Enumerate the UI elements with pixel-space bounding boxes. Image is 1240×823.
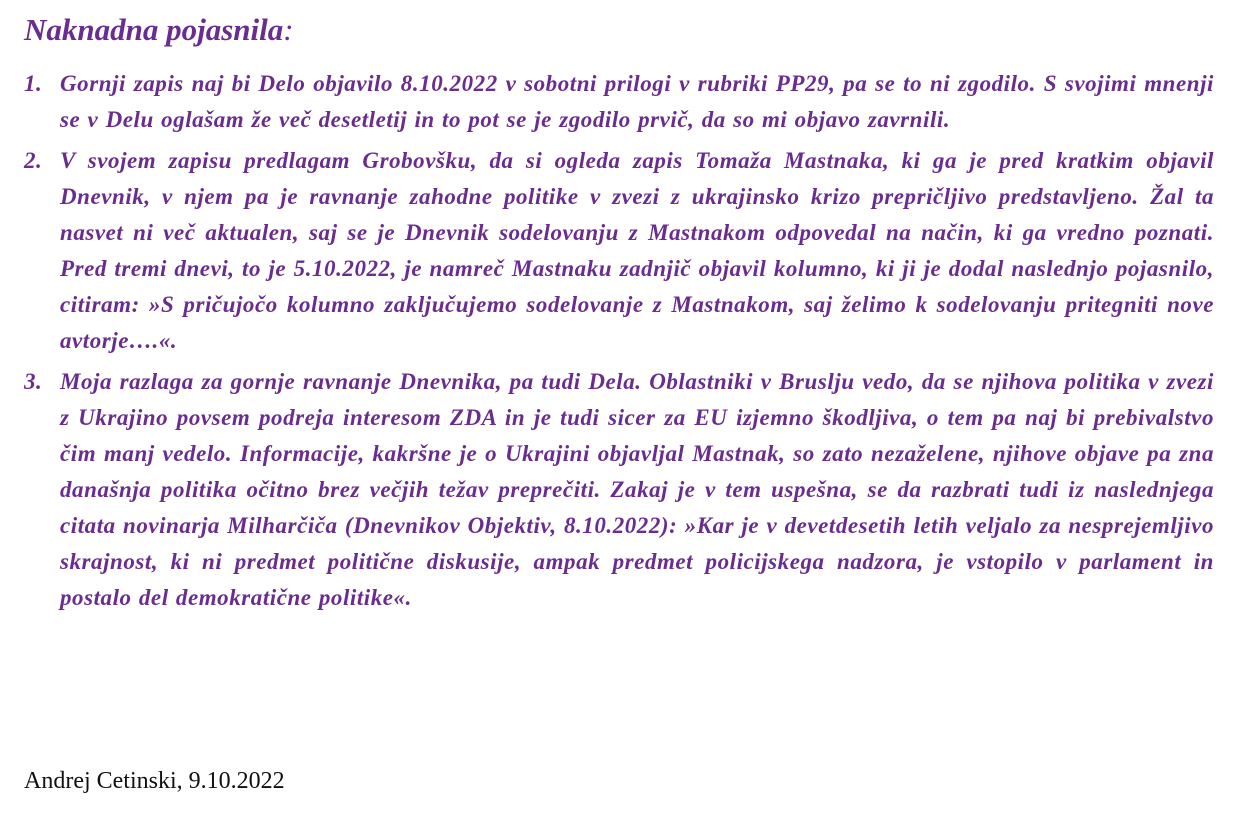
page-title	[24, 12, 294, 48]
list-item	[24, 143, 1214, 359]
page-title-colon: :	[283, 12, 294, 47]
list-item-text: Gornji zapis naj bi Delo objavilo 8.10.2022 v sobotni prilogi v rubriki PP29, pa se to ni zgodilo. S svojimi mnenji se v Delu oglašam že več desetletij in to pot se je zgodilo prvič, da so mi objavo zavrnili.	[60, 71, 1214, 132]
page-title-text: Naknadna pojasnila	[24, 12, 284, 47]
list-item-text: Moja razlaga za gornje ravnanje Dnevnika, pa tudi Dela. Oblastniki v Bruslju vedo, da se njihova politika v zvezi z Ukrajino povsem podreja interesom ZDA in je tudi sicer za EU izjemno škodljiva, o tem pa naj bi prebivalstvo čim manj vedelo. Informacije, kakršne je o Ukrajini objavljal Mastnak, so zato nezaželene, njihove objave pa zna današnja politika očitno brez večjih težav preprečiti. Zakaj je v tem uspešna, se da razbrati tudi iz naslednjega citata novinarja Milharčiča (Dnevnikov Objektiv, 8.10.2022): »Kar je v devetdesetih letih veljalo za nesprejemljivo skrajnost, ki ni predmet politične diskusije, ampak predmet policijskega nadzora, je vstopilo v parlament in postalo del demokratične politike«.	[60, 369, 1214, 610]
list-item-number: 1.	[24, 71, 43, 96]
list-item-number: 2.	[24, 148, 43, 173]
list-item	[24, 364, 1214, 616]
explanation-list	[24, 66, 1214, 616]
author-signature-line: Andrej Cetinski, 9.10.2022	[24, 768, 285, 794]
list-item	[24, 66, 1214, 138]
list-item-text: V svojem zapisu predlagam Grobovšku, da si ogleda zapis Tomaža Mastnaka, ki ga je pred kratkim objavil Dnevnik, v njem pa je ravnanje zahodne politike v zvezi z ukrajinsko krizo prepričljivo predstavljeno. Žal ta nasvet ni več aktualen, saj se je Dnevnik sodelovanju z Mastnakom odpovedal na način, ki ga vredno poznati. Pred tremi dnevi, to je 5.10.2022, je namreč Mastnaku zadnjič objavil kolumno, ki ji je dodal naslednjo pojasnilo, citiram: »S pričujočo kolumno zaključujemo sodelovanje z Mastnakom, saj želimo k sodelovanju pritegniti nove avtorje….«.	[60, 148, 1214, 353]
list-item-number: 3.	[24, 369, 43, 394]
